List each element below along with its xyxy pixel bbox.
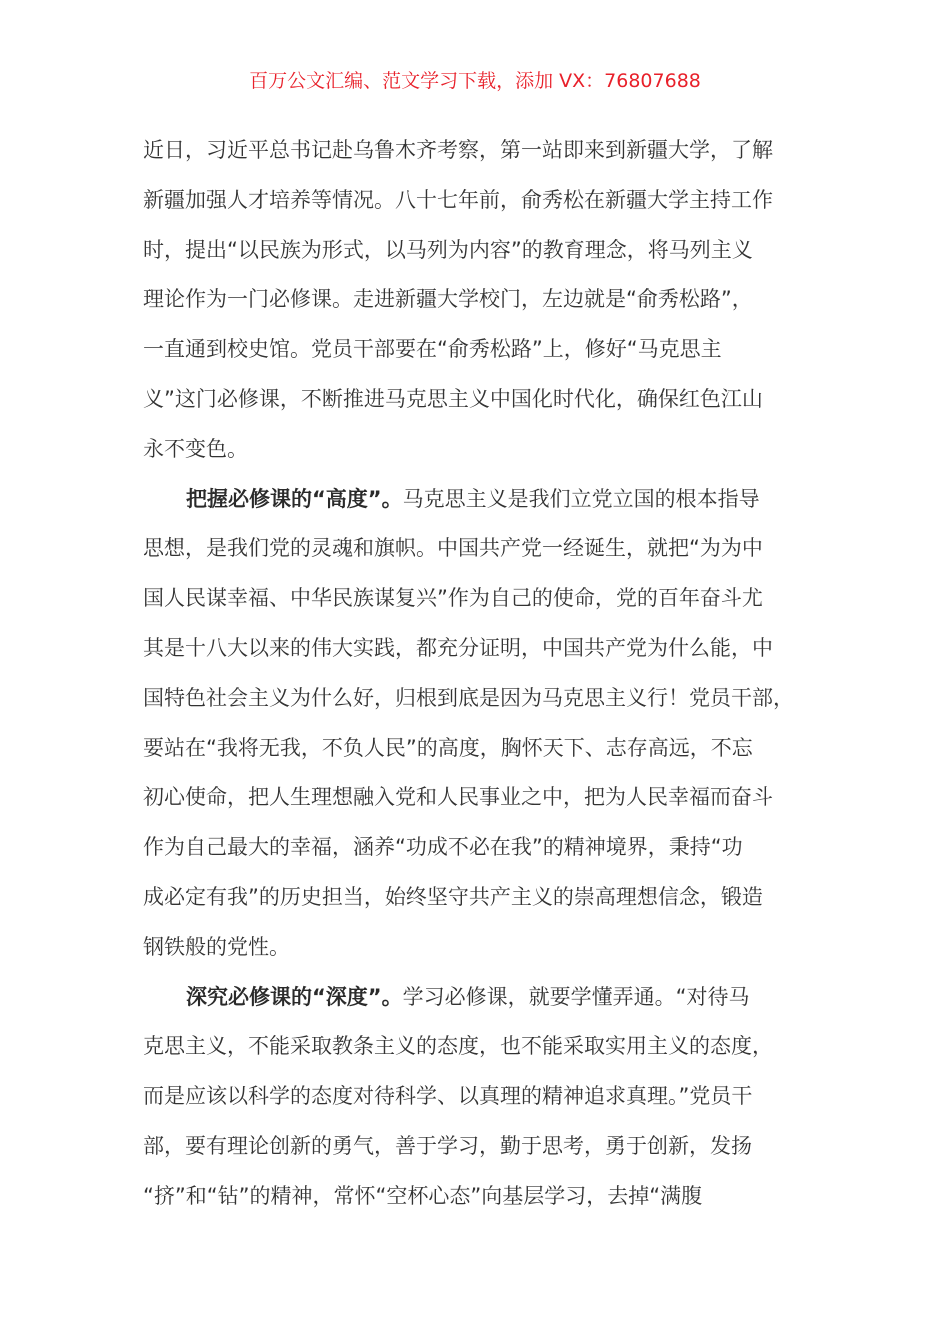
text-line: 国人民谋幸福、中华民族谋复兴”作为自己的使命，党的百年奋斗尤 [143, 586, 763, 611]
paragraph-intro [143, 126, 811, 475]
text-line: 近日，习近平总书记赴乌鲁木齐考察，第一站即来到新疆大学，了解 [143, 138, 773, 162]
text-line: 一直通到校史馆。党员干部要在“俞秀松路”上，修好“马克思主 [143, 337, 722, 362]
text-line: 作为自己最大的幸福，涵养“功成不必在我”的精神境界，秉持“功 [143, 835, 743, 860]
text-line: 国特色社会主义为什么好，归根到底是因为马克思主义行！党员干部， [143, 685, 794, 710]
text-line: 成必定有我”的历史担当，始终坚守共产主义的崇高理想信念，锻造 [143, 884, 763, 909]
text-line: 义”这门必修课，不断推进马克思主义中国化时代化，确保红色江山 [143, 386, 763, 411]
section-heading: 深究必修课的“深度”。 [186, 984, 403, 1009]
text-line: 克思主义，不能采取教条主义的态度，也不能采取实用主义的态度， [143, 1034, 773, 1059]
text-line: 部，要有理论创新的勇气，善于学习，勤于思考，勇于创新，发扬 [143, 1133, 752, 1158]
section-heading: 把握必修课的“高度”。 [186, 486, 403, 511]
document-body [143, 126, 811, 1222]
text-line: 永不变色。 [143, 436, 248, 461]
paragraph-height [143, 475, 811, 973]
text-line [143, 475, 811, 525]
text-line: 而是应该以科学的态度对待科学、以真理的精神追求真理。”党员干 [143, 1084, 753, 1109]
text-line: 初心使命，把人生理想融入党和人民事业之中，把为人民幸福而奋斗 [143, 785, 773, 810]
text-span: 学习必修课，就要学懂弄通。“对待马 [402, 984, 750, 1009]
text-line: 要站在“我将无我，不负人民”的高度，胸怀天下、志存高远，不忘 [143, 735, 753, 760]
text-line: 钢铁般的党性。 [143, 934, 290, 959]
text-line: 新疆加强人才培养等情况。八十七年前，俞秀松在新疆大学主持工作 [143, 187, 773, 212]
paragraph-depth [143, 973, 811, 1222]
text-line: 理论作为一门必修课。走进新疆大学校门，左边就是“俞秀松路”， [143, 287, 753, 312]
text-span: 马克思主义是我们立党立国的根本指导 [402, 486, 760, 511]
watermark-header: 百万公文汇编、范文学习下载，添加 VX：76807688 [249, 70, 701, 92]
text-line: 时，提出“以民族为形式，以马列为内容”的教育理念，将马列主义 [143, 237, 753, 262]
text-line: 思想，是我们党的灵魂和旗帜。中国共产党一经诞生，就把“为为中 [143, 536, 763, 561]
text-line: “挤”和“钻”的精神，常怀“空杯心态”向基层学习，去掉“满腹 [143, 1183, 703, 1208]
text-line [143, 973, 811, 1023]
text-line: 其是十八大以来的伟大实践，都充分证明，中国共产党为什么能，中 [143, 635, 773, 660]
